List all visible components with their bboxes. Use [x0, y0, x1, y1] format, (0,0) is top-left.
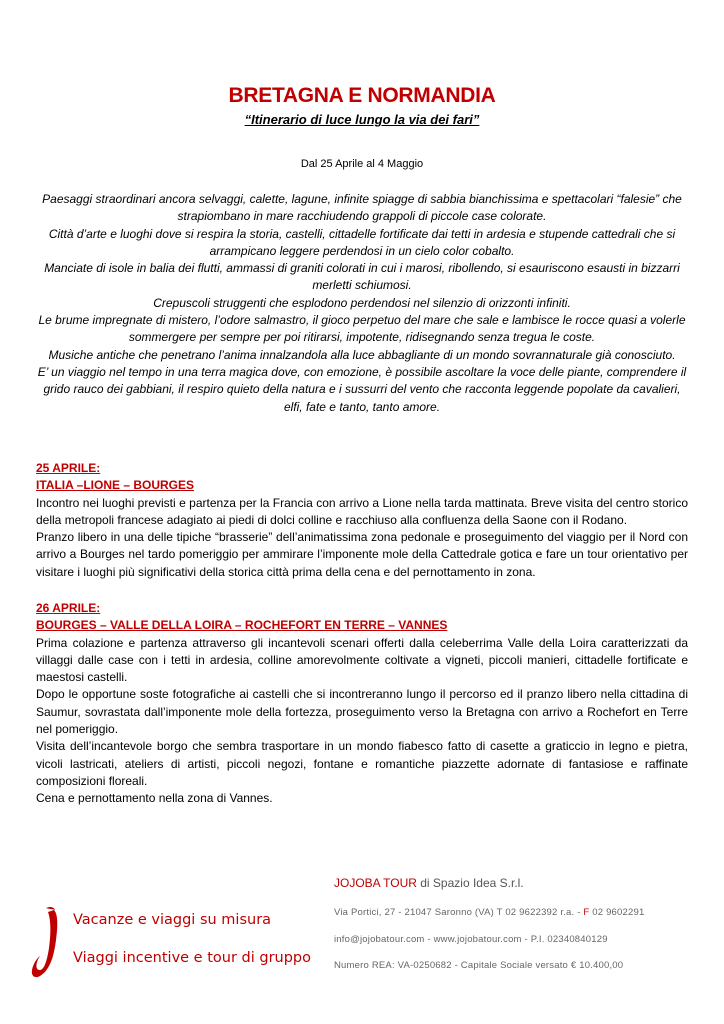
intro-text — [36, 191, 688, 416]
address-text: Via Portici, 27 - 21047 Saronno (VA) T 02 9622392 r.a. - — [334, 907, 584, 918]
intro-paragraph: Città d’arte e luoghi dove si respira la storia, castelli, cittadelle fortificate dai tetti in ardesia e stupende cattedrali che si arrampicano leggere perdendosi in un cielo color cobalto. — [48, 226, 676, 258]
intro-paragraph: Musiche antiche che penetrano l’anima innalzandola alla luce abbagliante di un mondo sovrannaturale già conosciuto. — [48, 347, 676, 362]
day-route: ITALIA –LIONE – BOURGES — [36, 478, 195, 493]
tagline-1: Vacanze e viaggi su misura — [73, 912, 272, 928]
company-name — [334, 876, 524, 890]
company-contacts: info@jojobatour.com - www.jojobatour.com - P.I. 02340840129 — [334, 934, 608, 945]
day-paragraph: Cena e pernottamento nella zona di Vannes. — [36, 791, 273, 806]
day-date: 26 APRILE: — [36, 601, 101, 615]
page-title: BRETAGNA E NORMANDIA — [228, 84, 496, 107]
brand-name: JOJOBA TOUR — [334, 876, 417, 890]
fax-number: 02 9602291 — [589, 907, 645, 918]
intro-paragraph: Crepuscoli struggenti che esplodono perdendosi nel silenzio di orizzonti infiniti. — [153, 295, 571, 310]
travel-dates: Dal 25 Aprile al 4 Maggio — [300, 158, 424, 170]
intro-paragraph: E’ un viaggio nel tempo in una terra magica dove, con emozione, è possibile ascoltare la voce delle piante, comprendere il grido rauco dei gabbiani, il respiro quieto della natura e i sussurri del vento che racconta leggende popolate da cavalieri, elfi, fate e tanto, tanto amore. — [37, 364, 687, 414]
intro-paragraph: Paesaggi straordinari ancora selvaggi, calette, lagune, infinite spiagge di sabbia bianchissima e spettacolari “falesie” che strapiombano in mare racchiudendo grappoli di piccole case colorate. — [42, 192, 682, 224]
tagline-2: Viaggi incentive e tour di gruppo — [73, 950, 312, 966]
intro-paragraph: Le brume impregnate di mistero, l’odore salmastro, il gioco perpetuo del mare che sale e lambisce le rocce quasi a volerle sommergere per sempre per poi ritirarsi, impotente, ridisegnando senza tregua le coste. — [38, 313, 686, 345]
company-address — [334, 907, 644, 918]
day-paragraph: Prima colazione e partenza attraverso gli incantevoli scenari offerti dalla celeberrima Valle della Loira caratterizzati da villaggi dalle case con i tetti in ardesia, colline amorevolmente coltivate a vigneti, piccoli manieri, cittadelle fortificate e maestosi castelli. — [36, 635, 688, 685]
day-paragraph: Incontro nei luoghi previsti e partenza per la Francia con arrivo a Lione nella tarda mattinata. Breve visita del centro storico della metropoli francese adagiato ai piedi di dolci colline e racchiuso alla confluenza della Saone con il Rodano. — [36, 495, 688, 527]
company-legal-name: di Spazio Idea S.r.l. — [416, 876, 524, 890]
day-paragraph: Pranzo libero in una delle tipiche “brasserie” dell’animatissima zona pedonale e proseguimento del viaggio per il Nord con arrivo a Bourges nel tardo pomeriggio per ammirare l’imponente mole della Cattedrale gotica e fare un tour orientativo per visitare i luoghi più significativi della storica città prima della cena e del pernottamento in zona. — [36, 530, 688, 579]
intro-paragraph: Manciate di isole in balia dei flutti, ammassi di graniti colorati in cui i marosi, ribollendo, si esauriscono esausti in bizzarri merletti schiumosi. — [44, 261, 680, 293]
day-route: BOURGES – VALLE DELLA LOIRA – ROCHEFORT EN TERRE – VANNES — [36, 618, 448, 633]
itinerary-day-2 — [36, 600, 688, 808]
company-registry: Numero REA: VA-0250682 - Capitale Sociale versato € 10.400,00 — [334, 960, 624, 971]
page-subtitle: “Itinerario di luce lungo la via dei fari” — [244, 112, 480, 127]
day-paragraph: Visita dell’incantevole borgo che sembra trasportare in un mondo fiabesco fatto di casette a graticcio in legno e pietra, vicoli lastricati, ateliers di artisti, piccoli negozi, fontane e romantiche piazzette adornate di fantasiose e raffinate composizioni floreali. — [36, 739, 688, 788]
itinerary-day-1 — [36, 460, 688, 581]
day-paragraph: Dopo le opportune soste fotografiche ai castelli che si incontreranno lungo il percorso ed il pranzo libero nella cittadina di Saumur, sovrastata dall’imponente mole della fortezza, proseguimento verso la Bretagna con arrivo a Rochefort en Terre nel pomeriggio. — [36, 687, 688, 737]
fax-letter: F — [583, 907, 590, 918]
day-date: 25 APRILE: — [36, 461, 101, 475]
jojoba-j-logo-icon — [28, 906, 68, 984]
